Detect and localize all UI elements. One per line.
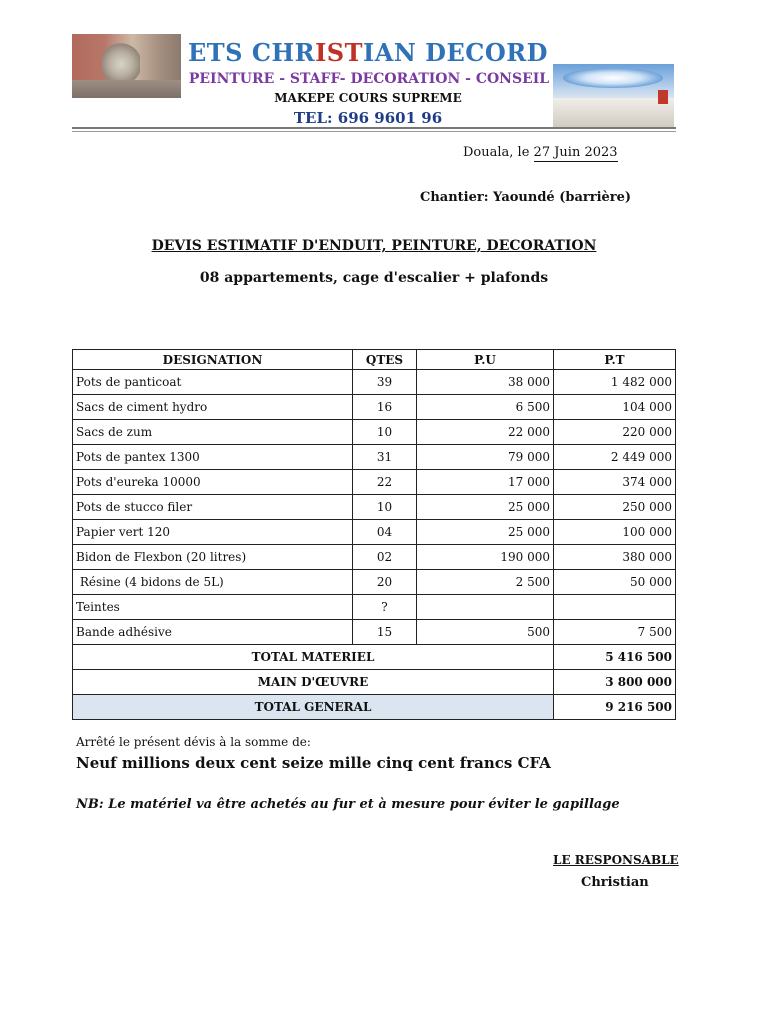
total-materiel-value: 5 416 500 (554, 645, 676, 670)
total-general-label: TOTAL GENERAL (73, 695, 554, 720)
cell-qte: ? (353, 595, 417, 620)
cell-designation: Pots de panticoat (73, 370, 353, 395)
total-materiel-row (73, 645, 676, 670)
header-designation: DESIGNATION (73, 350, 353, 370)
table-row (73, 470, 676, 495)
cell-pt: 220 000 (554, 420, 676, 445)
document-title: DEVIS ESTIMATIF D'ENDUIT, PEINTURE, DECORATION (151, 238, 597, 254)
cell-pt: 7 500 (554, 620, 676, 645)
responsable-name: Christian (581, 875, 649, 890)
company-name: ETS CHRISTIAN DECORD (188, 38, 548, 67)
main-oeuvre-row (73, 670, 676, 695)
company-activities: PEINTURE - STAFF- DECORATION - CONSEIL (188, 71, 550, 87)
cell-designation: Teintes (73, 595, 353, 620)
company-address: MAKEPE COURS SUPREME (274, 91, 462, 105)
table-row (73, 545, 676, 570)
total-materiel-label: TOTAL MATERIEL (73, 645, 554, 670)
table-row (73, 445, 676, 470)
cell-qte: 20 (353, 570, 417, 595)
date-line (463, 145, 618, 160)
cell-pu: 22 000 (417, 420, 554, 445)
cell-pu: 6 500 (417, 395, 554, 420)
cell-pt: 1 482 000 (554, 370, 676, 395)
arrete-statement: Arrêté le présent dévis à la somme de: (76, 735, 311, 749)
cell-designation: Pots de stucco filer (73, 495, 353, 520)
table-header-row (73, 350, 676, 370)
cell-pu: 38 000 (417, 370, 554, 395)
cell-designation: Bande adhésive (73, 620, 353, 645)
cell-pt: 374 000 (554, 470, 676, 495)
cell-designation: Bidon de Flexbon (20 litres) (73, 545, 353, 570)
table-row (73, 495, 676, 520)
main-oeuvre-label: MAIN D'ŒUVRE (73, 670, 554, 695)
cell-qte: 10 (353, 420, 417, 445)
cell-pt: 50 000 (554, 570, 676, 595)
cell-qte: 22 (353, 470, 417, 495)
table-row (73, 420, 676, 445)
date: 27 Juin 2023 (533, 145, 618, 160)
cell-pu: 500 (417, 620, 554, 645)
chantier-line: Chantier: Yaoundé (barrière) (420, 190, 632, 205)
cell-pu (417, 595, 554, 620)
cell-pt: 104 000 (554, 395, 676, 420)
cell-qte: 04 (353, 520, 417, 545)
cell-designation: Sacs de zum (73, 420, 353, 445)
responsable-title: LE RESPONSABLE (553, 853, 679, 867)
cell-qte: 39 (353, 370, 417, 395)
cell-qte: 10 (353, 495, 417, 520)
table-row (73, 395, 676, 420)
cell-pu: 2 500 (417, 570, 554, 595)
table-row (73, 595, 676, 620)
cell-qte: 15 (353, 620, 417, 645)
cell-qte: 16 (353, 395, 417, 420)
cell-pu: 190 000 (417, 545, 554, 570)
cell-pt (554, 595, 676, 620)
header-divider (72, 127, 676, 129)
total-general-value: 9 216 500 (554, 695, 676, 720)
cell-pt: 380 000 (554, 545, 676, 570)
main-oeuvre-value: 3 800 000 (554, 670, 676, 695)
header-photo-right (553, 64, 674, 128)
cell-qte: 02 (353, 545, 417, 570)
amount-in-words: Neuf millions deux cent seize mille cinq cent francs CFA (76, 754, 551, 772)
table-row (73, 520, 676, 545)
cell-pu: 25 000 (417, 495, 554, 520)
cell-pt: 100 000 (554, 520, 676, 545)
table-row (73, 620, 676, 645)
nb-note: NB: Le matériel va être achetés au fur et à mesure pour éviter le gapillage (76, 797, 620, 812)
cell-pu: 25 000 (417, 520, 554, 545)
table-row (73, 570, 676, 595)
header-photo-left (72, 34, 181, 98)
total-general-row (73, 695, 676, 720)
quote-table (72, 349, 676, 720)
document-subtitle: 08 appartements, cage d'escalier + plafonds (199, 270, 549, 286)
cell-designation: Résine (4 bidons de 5L) (73, 570, 353, 595)
cell-designation: Pots de pantex 1300 (73, 445, 353, 470)
cell-designation: Papier vert 120 (73, 520, 353, 545)
place: Douala, le (463, 145, 530, 160)
header-pu: P.U (417, 350, 554, 370)
header-pt: P.T (554, 350, 676, 370)
header-divider-thin (72, 131, 676, 132)
cell-pt: 2 449 000 (554, 445, 676, 470)
company-phone: TEL: 696 9601 96 (293, 109, 443, 127)
cell-qte: 31 (353, 445, 417, 470)
cell-pt: 250 000 (554, 495, 676, 520)
cell-pu: 17 000 (417, 470, 554, 495)
header-qtes: QTES (353, 350, 417, 370)
table-row (73, 370, 676, 395)
cell-pu: 79 000 (417, 445, 554, 470)
cell-designation: Pots d'eureka 10000 (73, 470, 353, 495)
cell-designation: Sacs de ciment hydro (73, 395, 353, 420)
